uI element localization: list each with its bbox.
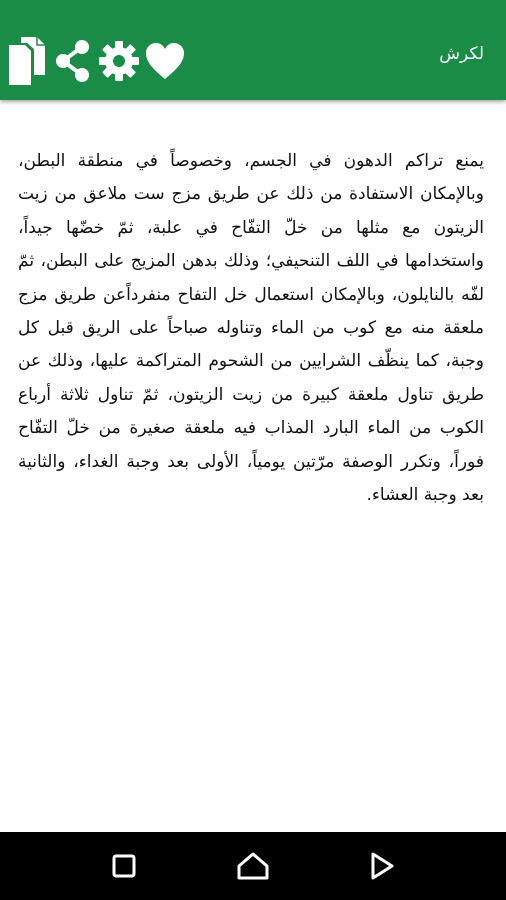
heart-icon xyxy=(145,42,185,80)
share-icon xyxy=(54,38,92,84)
article-body: يمنع تراكم الدهون في الجسم، وخصوصاً في منطقة البطن، وبالإمكان الاستفادة من ذلك عن طريق مزج ست ملاعق من زيت الزيتون مع مثلها من خلّ التفّاح في علبة، ثمّ خضّها جيداً، واستخدامها في اللف التنحيفي؛ وذلك بدهن المزيج على البطن، ثمّ لفّه بالنايلون، وبالإمكان استعمال خل التفاح منفرداًعن طريق مزج ملعقة منه مع كوب من الماء وتناوله صباحاً على الريق قبل كل وجبة، كما ينظّف الشرايين من الشحوم المتراكمة عليها، وذلك عن طريق تناول ملعقة كبيرة من زيت الزيتون، ثمّ تناول ثلاثة أرباع الكوب من الماء البارد المذاب فيه ملعقة صغيرة من خلّ التفّاح فوراً، وتكرر الوصفة مرّتين يومياً، الأولى بعد وجبة الغداء، والثانية بعد وجبة العشاء. xyxy=(18,151,484,506)
settings-button[interactable] xyxy=(96,33,142,89)
back-icon xyxy=(369,851,395,881)
gear-icon xyxy=(98,40,140,82)
recent-apps-icon xyxy=(111,853,137,879)
share-button[interactable] xyxy=(50,33,96,89)
app-title: لكرش xyxy=(439,44,484,64)
system-nav-bar xyxy=(0,832,506,900)
toolbar-actions xyxy=(4,33,188,89)
copy-icon xyxy=(7,35,47,87)
favorite-button[interactable] xyxy=(142,33,188,89)
home-icon xyxy=(236,851,270,881)
back-button[interactable] xyxy=(352,836,412,896)
recent-apps-button[interactable] xyxy=(94,836,154,896)
app-bar xyxy=(0,0,506,100)
home-button[interactable] xyxy=(223,836,283,896)
copy-button[interactable] xyxy=(4,33,50,89)
